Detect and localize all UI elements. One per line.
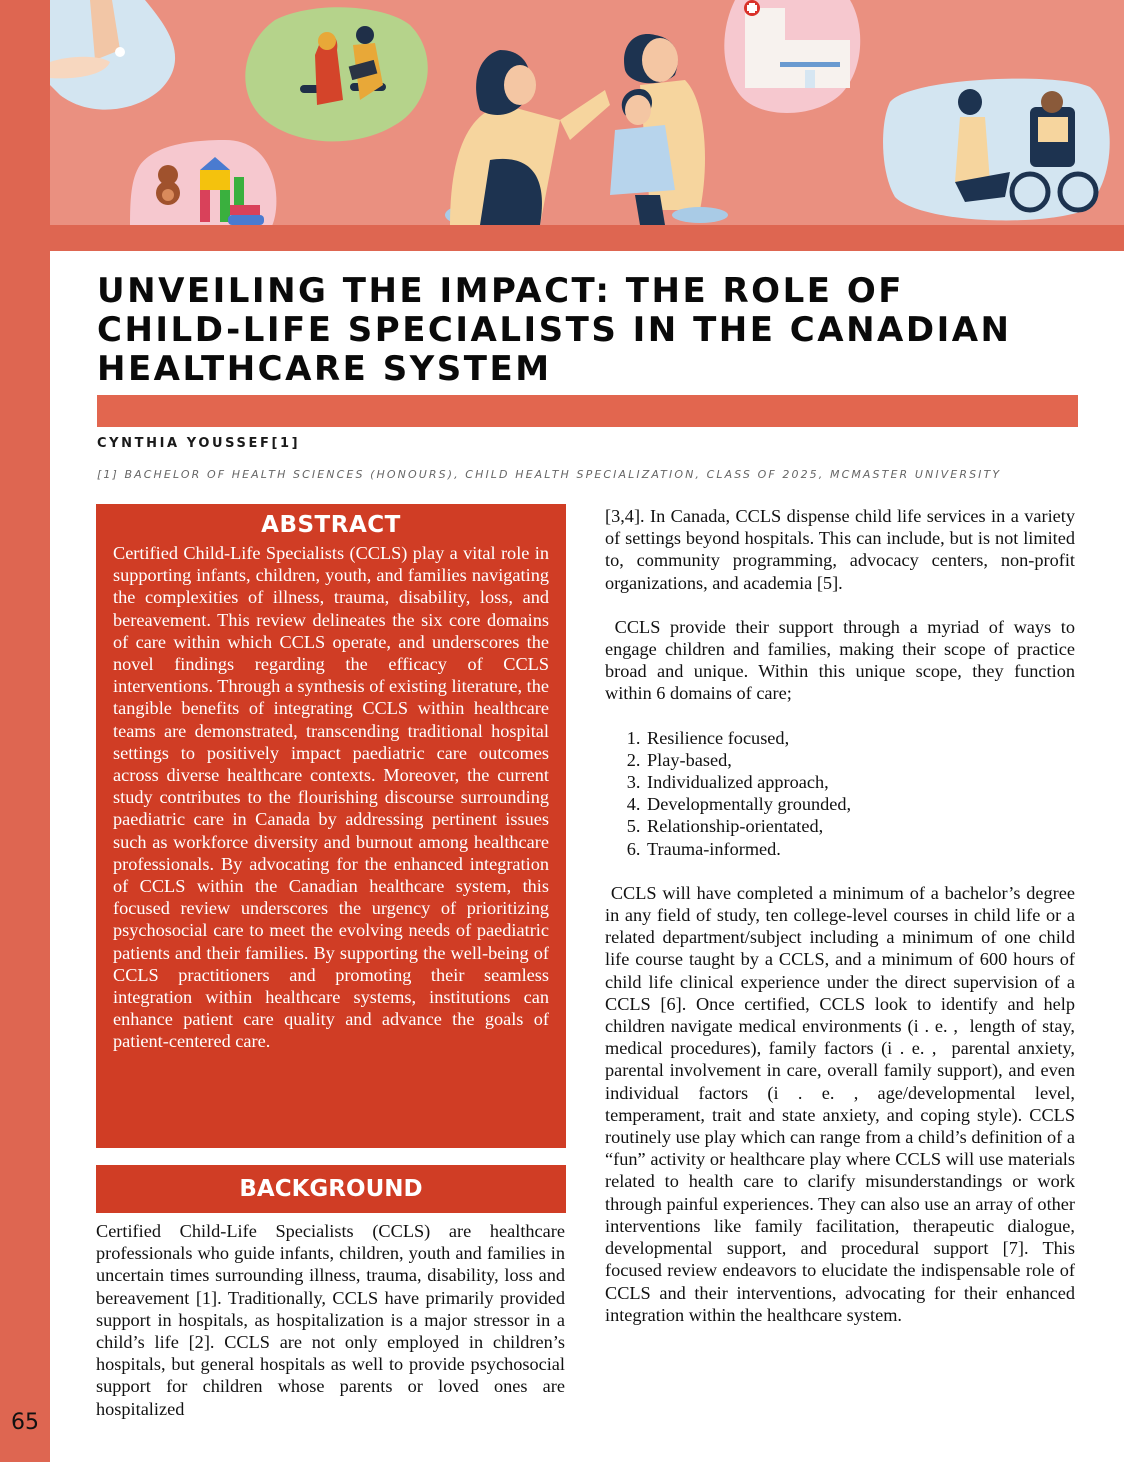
page-number: 65 [11, 1410, 39, 1435]
article-title: UNVEILING THE IMPACT: THE ROLE OF CHILD-LIFE SPECIALISTS IN THE CANADIAN HEALTHCARE SYSTEM [97, 271, 1012, 389]
right-column [605, 505, 1080, 1348]
hands-icon [50, 0, 180, 115]
banner-bottom-strip [0, 225, 1124, 251]
counselling-icon [235, 5, 440, 145]
wheelchair-icon [880, 72, 1115, 222]
support-paragraph: CCLS provide their support through a myriad of ways to engage children and families, making their scope of practice broad and unique. Within this unique scope, they function within 6 domains of care; [605, 616, 1080, 704]
list-item: 6. Trauma-informed. [645, 838, 1075, 860]
header-illustration-banner [50, 0, 1124, 225]
hospital-icon [720, 0, 865, 118]
author-name: CYNTHIA YOUSSEF[1] [97, 436, 301, 451]
doctor-child-icon [420, 10, 750, 225]
list-item: 4. Developmentally grounded, [645, 793, 1075, 815]
list-item: 5. Relationship-orientated, [645, 815, 1075, 837]
abstract-heading: ABSTRACT [261, 512, 401, 538]
domains-list [605, 727, 1075, 860]
abstract-text: Certified Child-Life Specialists (CCLS) play a vital role in supporting infants, children, youth, and families navigating the complexities of illness, trauma, disability, loss, and bereavement. This review delineates the six core domains of care within which CCLS operate, and underscores the novel findings regarding the efficacy of CCLS interventions. Through a synthesis of existing literature, the tangible benefits of integrating CCLS within healthcare teams are demonstrated, transcending traditional hospital settings to positively impact paediatric care outcomes across diverse healthcare contexts. Moreover, the current study contributes to the flourishing discourse surrounding paediatric care in Canada by addressing pertinent issues such as workforce diversity and burnout among healthcare professionals. By advocating for the enhanced integration of CCLS within the Canadian healthcare system, this focused review underscores the urgency of prioritizing psychosocial care to meet the evolving needs of paediatric patients and their families. By supporting the well-being of CCLS practitioners and promoting their seamless integration within healthcare systems, institutions can enhance patient care quality and advance the goals of patient-centered care. [113, 543, 549, 1052]
background-heading: BACKGROUND [96, 1165, 566, 1213]
author-affiliation: [1] BACHELOR OF HEALTH SCIENCES (HONOURS), CHILD HEALTH SPECIALIZATION, CLASS OF 2025, MCMASTER UNIVERSITY [97, 468, 1002, 481]
title-divider-bar [97, 395, 1078, 427]
left-accent-bar [0, 0, 50, 1462]
list-item: 1. Resilience focused, [645, 727, 1075, 749]
certification-paragraph: CCLS will have completed a minimum of a bachelor’s degree in any field of study, ten college-level courses in child life or a related department/subject including a minimum of one child life course taught by a CCLS, and a minimum of 600 hours of child life clinical experience under the direct supervision of a CCLS [6]. Once certified, CCLS look to identify and help children navigate medical environments (i . e. , length of stay, medical procedures), family factors (i . e. , parental anxiety, parental involvement in care, overall family support), and even individual factors (i . e. , age/developmental level, temperament, trait and state anxiety, and coping style). CCLS routinely use play which can range from a child’s definition of a “fun” activity or healthcare play where CCLS will use materials related to health care to clarify misunderstandings or work through painful experiences. They can also use an array of other interventions like family facilitation, therapeutic dialogue, developmental support, and procedural support [7]. This focused review endeavors to elucidate the indispensable role of CCLS and their interventions, advocating for their enhanced integration within the healthcare system. [605, 882, 1080, 1325]
abstract-box [96, 504, 566, 1148]
list-item: 2. Play-based, [645, 749, 1075, 771]
background-paragraph: Certified Child-Life Specialists (CCLS) are healthcare professionals who guide infants, children, youth and families in uncertain times surrounding illness, trauma, disability, loss and bereavement [1]. Traditionally, CCLS have primarily provided support in hospitals, as hospitalization is a major stressor in a child’s life [2]. CCLS are not only employed in children’s hospitals, but general hospitals as well to provide psychosocial support for children whose parents or loved ones are hospitalized [96, 1221, 565, 1419]
list-item: 3. Individualized approach, [645, 771, 1075, 793]
toys-icon [130, 135, 290, 225]
settings-paragraph: [3,4]. In Canada, CCLS dispense child life services in a variety of settings beyond hospitals. This can include, but is not limited to, community programming, advocacy centers, non-profit organizations, and academia [5]. [605, 506, 1075, 593]
